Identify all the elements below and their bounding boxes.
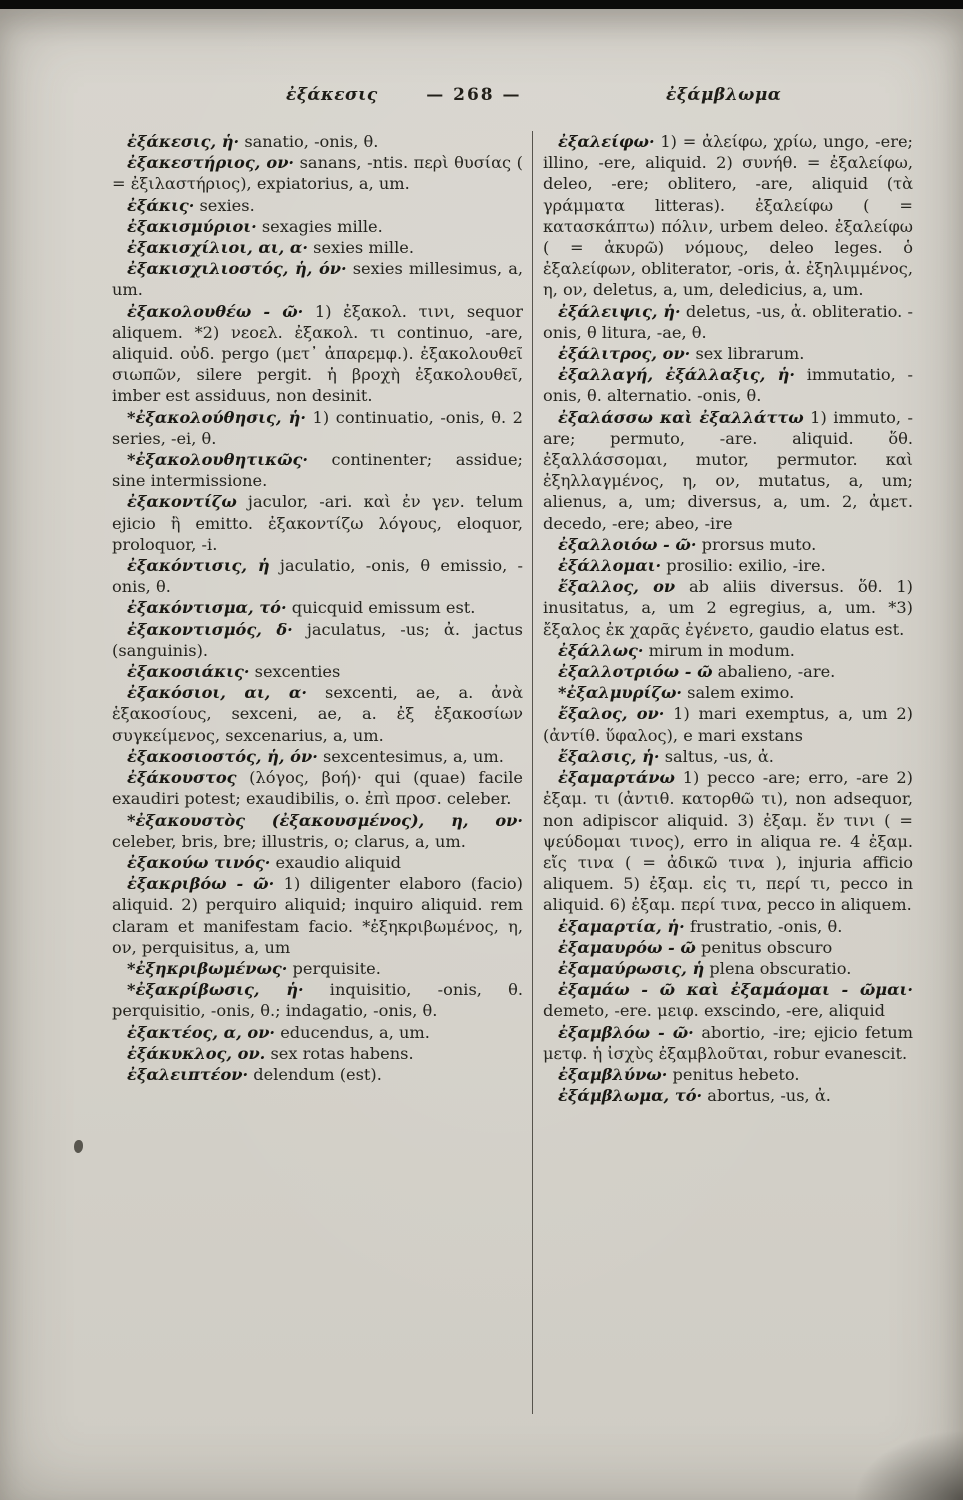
entry-headword: ἐξάμβλωμα, τό· xyxy=(558,1086,703,1106)
dictionary-entry xyxy=(543,131,913,301)
entry-headword: ἐξάκις· xyxy=(127,195,195,215)
dictionary-entry xyxy=(112,152,523,194)
entry-headword: ἐξαλλαγή, ἐξάλλαξις, ἡ· xyxy=(558,365,795,385)
entry-body: sexcenties xyxy=(249,662,341,682)
entry-headword: ἐξακεστήριος, ον· xyxy=(127,153,295,173)
dictionary-entry xyxy=(112,258,523,300)
entry-headword: ἐξαμάω - ῶ καὶ ἐξαμάομαι - ῶμαι· xyxy=(558,980,913,1000)
entry-body: frustratio, -onis, θ. xyxy=(684,916,843,936)
entry-headword: *ἐξακολούθησις, ἡ· xyxy=(127,407,306,427)
dictionary-entry xyxy=(543,916,913,937)
entry-body: mirum in modum. xyxy=(643,640,795,660)
entry-body: salem eximo. xyxy=(682,683,795,703)
entry-headword: ἐξαμαύρωσις, ἡ xyxy=(558,958,705,978)
entry-body: penitus hebeto. xyxy=(667,1064,800,1084)
entry-body: abalieno, -are. xyxy=(712,662,836,682)
dictionary-entry xyxy=(543,301,913,343)
dictionary-entry xyxy=(543,555,913,576)
entry-headword: *ἐξακολουθητικῶς· xyxy=(127,450,308,470)
page-header xyxy=(0,85,963,111)
entry-headword: ἐξαλειπτέον· xyxy=(127,1064,249,1084)
entry-headword: *ἐξακρίβωσις, ἡ· xyxy=(127,980,304,1000)
entry-body: delendum (est). xyxy=(248,1064,382,1084)
dictionary-entry xyxy=(543,682,913,703)
ink-speck xyxy=(74,1140,83,1153)
entry-headword: ἐξακόσιοι, αι, α· xyxy=(127,683,307,703)
entry-body: celeber, bris, bre; illustris, ο; clarus, a, um. xyxy=(112,831,466,851)
entry-headword: ἐξακτέος, α, ον· xyxy=(127,1022,276,1042)
entry-body: 1) ἐξακολ. τινι, sequor aliquem. *2) νεοελ. ἐξακολ. τι continuo, -are, aliquid. οὐδ. pergo (μετ᾽ ἀπαρεμφ.). ἐξακολουθεῖ σιωπῶν, silere pergit. ἡ βροχὴ ἐξακολουθεῖ, imber est assiduus, non desinit. xyxy=(112,301,523,406)
entry-body: sex rotas habens. xyxy=(265,1043,414,1063)
entry-headword: ἐξαμαρτία, ἡ· xyxy=(558,916,685,936)
entry-body: ab aliis diversus. ὅθ. 1) inusitatus, a, um 2 egregius, a, um. *3) ἔξαλος ἐκ χαρᾶς ἐγένετο, gaudio elatus est. xyxy=(543,577,913,639)
right-column xyxy=(532,131,913,1414)
dictionary-entry xyxy=(112,619,523,661)
entry-body: prosilio: exilio, -ire. xyxy=(661,556,826,576)
entry-body: sanatio, -onis, θ. xyxy=(239,132,379,151)
entry-headword: ἐξαμαυρόω - ῶ xyxy=(558,937,696,957)
entry-body: jaculatus, -us; ἀ. jactus (sanguinis). xyxy=(112,619,523,660)
entry-headword: ἐξάλιτρος, ον· xyxy=(558,344,691,364)
dictionary-entry xyxy=(112,597,523,618)
entry-body: exaudio aliquid xyxy=(270,852,402,872)
dictionary-entry xyxy=(112,555,523,597)
entry-headword: ἐξαμβλόω - ῶ· xyxy=(558,1022,694,1042)
dictionary-entry xyxy=(543,343,913,364)
entry-body: sexcenti, ae, a. ἀνὰ ἑξακοσίους, sexceni, ae, a. ἐξ ἑξακοσίων συγκείμενος, sexcenarius, a, um. xyxy=(112,683,523,745)
entry-headword: ἐξακοσιάκις· xyxy=(127,662,250,682)
dictionary-entry xyxy=(112,873,523,958)
header-left-word: ἐξάκεσις xyxy=(286,85,378,105)
two-column-text-block xyxy=(112,131,913,1414)
dictionary-entry xyxy=(543,534,913,555)
dictionary-entry xyxy=(112,661,523,682)
dictionary-entry xyxy=(543,767,913,915)
entry-headword: ἐξαλείφω· xyxy=(558,132,655,151)
scan-corner-shadow xyxy=(853,1430,963,1500)
entry-body: prorsus muto. xyxy=(696,534,817,554)
header-right-word: ἐξάμβλωμα xyxy=(666,85,782,105)
dictionary-entry xyxy=(543,364,913,406)
entry-body: 1) diligenter elaboro (facio) aliquid. 2) perquiro aliquid; inquiro aliquid. rem claram et manifestam facio. *ἐξηκριβωμένος, η, ον, perquisitus, a, um xyxy=(112,874,523,957)
dictionary-entry xyxy=(112,1064,523,1085)
entry-headword: ἐξάλειψις, ἡ· xyxy=(558,301,681,321)
dictionary-entry xyxy=(112,301,523,407)
entry-body: sexies millesimus, a, um. xyxy=(112,259,523,300)
dictionary-entry xyxy=(112,407,523,449)
dictionary-entry xyxy=(543,661,913,682)
entry-headword: ἐξακοντίζω xyxy=(127,492,237,512)
dictionary-entry xyxy=(112,237,523,258)
entry-headword: ἐξακισχίλιοι, αι, α· xyxy=(127,238,309,258)
entry-body: educendus, a, um. xyxy=(275,1022,430,1042)
page-number: — 268 — xyxy=(426,85,522,105)
entry-body: inquisitio, -onis, θ. perquisitio, -onis, θ.; indagatio, -onis, θ. xyxy=(112,980,523,1021)
entry-body: sanans, -ntis. περὶ θυσίας ( = ἐξιλαστήριος), expiatorius, a, um. xyxy=(112,153,523,194)
entry-headword: ἔξαλος, ον· xyxy=(558,704,665,724)
entry-headword: ἐξακισχιλιοστός, ἡ, όν· xyxy=(127,259,347,279)
dictionary-entry xyxy=(112,195,523,216)
entry-body: sex librarum. xyxy=(690,344,805,364)
dictionary-entry xyxy=(112,1022,523,1043)
entry-headword: ἐξακοσιοστός, ἡ, όν· xyxy=(127,746,318,766)
entry-headword: ἐξακούω τινός· xyxy=(127,852,271,872)
entry-body: immutatio, -onis, θ. alternatio. -onis, θ. xyxy=(543,365,913,406)
entry-headword: ἐξαμβλύνω· xyxy=(558,1064,668,1084)
dictionary-entry xyxy=(543,1022,913,1064)
entry-headword: *ἐξαλμυρίζω· xyxy=(558,683,683,703)
dictionary-entry xyxy=(543,937,913,958)
dictionary-entry xyxy=(543,958,913,979)
entry-body: sexies. xyxy=(194,195,255,215)
entry-body: abortio, -ire; ejicio fetum μετφ. ἡ ἰσχὺς ἐξαμβλοῦται, robur evanescit. xyxy=(543,1022,913,1063)
entry-headword: ἐξάκουστος xyxy=(127,768,237,788)
entry-body: sexies mille. xyxy=(308,238,414,258)
dictionary-entry xyxy=(543,1085,913,1106)
entry-body: jaculatio, -onis, θ emissio, -onis, θ. xyxy=(112,556,523,597)
entry-body: perquisite. xyxy=(287,958,381,978)
entry-body: deletus, -us, ἀ. obliteratio. -onis, θ litura, -ae, θ. xyxy=(543,301,913,342)
dictionary-entry xyxy=(112,958,523,979)
entry-body: 1) = ἀλείφω, χρίω, ungo, -ere; illino, -ere, aliquid. 2) συνήθ. = ἐξαλείφω, deleo, -ere; oblitero, -are, aliquid (τὰ γράμματα litteras). ἐξαλείφω ( = κατασκάπτω) πόλιν, urbem deleo. ἐξαλείφω ( = ἀκυρῶ) νόμους, deleo leges. ὁ ἐξαλείφων, obliterator, -oris, ἀ. ἐξηλιμμένος, η, ον, deletus, a, um, deledicius, a, um. xyxy=(543,132,913,300)
entry-body: 1) immuto, -are; permuto, -are. aliquid. ὅθ. ἐξαλλάσσομαι, mutor, permutor. καὶ ἐξηλλαγμένος, η, ον, mutatus, a, um; alienus, a, um; diversus, a, um. 2, ἀμετ. decedo, -ere; abeo, -ire xyxy=(543,407,913,533)
dictionary-entry xyxy=(112,449,523,491)
entry-headword: ἔξαλσις, ἡ· xyxy=(558,746,660,766)
entry-body: jaculor, -ari. καὶ ἐν γεν. telum ejicio ἢ emitto. ἐξακοντίζω λόγους, eloquor, proloquor, -i. xyxy=(112,492,523,554)
entry-body: (λόγος, βοή)· qui (quae) facile exaudiri potest; exaudibilis, ο. ἐπὶ προσ. celeber. xyxy=(112,768,523,809)
entry-body: abortus, -us, ἀ. xyxy=(702,1086,831,1106)
dictionary-entry xyxy=(543,703,913,745)
dictionary-entry xyxy=(112,746,523,767)
paper-sheet xyxy=(0,9,963,1500)
dictionary-entry xyxy=(112,852,523,873)
dictionary-entry xyxy=(543,640,913,661)
dictionary-entry xyxy=(112,810,523,852)
entry-body: penitus obscuro xyxy=(695,937,833,957)
entry-body: 1) pecco -are; erro, -are 2) ἐξαμ. τι (ἀντιθ. κατορθῶ τι), non adsequor, non adipiscor aliquid. 3) ἐξαμ. ἔν τινι ( = ψεύδομαι τινος), erro in aliqua re. 4 ἐξαμ. εἴς τινα ( = ἀδικῶ τινα ), injuria afficio aliquem. 5) ἐξαμ. εἰς τι, περί τι, pecco in aliquid. 6) ἐξαμ. περί τινα, pecco in aliquem. xyxy=(543,768,913,915)
dictionary-entry xyxy=(112,216,523,237)
dictionary-entry xyxy=(543,746,913,767)
dictionary-entry xyxy=(112,491,523,555)
entry-headword: ἐξάκεσις, ἡ· xyxy=(127,132,240,151)
entry-headword: ἐξακριβόω - ῶ· xyxy=(127,874,275,894)
dictionary-entry xyxy=(543,576,913,640)
entry-headword: ἐξαλλοιόω - ῶ· xyxy=(558,534,697,554)
left-column xyxy=(112,131,532,1414)
entry-body: sexagies mille. xyxy=(256,216,383,236)
entry-body: demeto, -ere. μειφ. exscindo, -ere, aliquid xyxy=(543,1001,886,1021)
entry-headword: ἐξακοντισμός, δ· xyxy=(127,619,293,639)
entry-headword: *ἐξακουστὸς (ἐξακουσμένος), η, ον· xyxy=(127,810,523,830)
entry-body: sexcentesimus, a, um. xyxy=(317,746,504,766)
entry-body: continenter; assidue; sine intermissione. xyxy=(112,450,523,491)
entry-headword: ἐξαλλοτριόω - ῶ xyxy=(558,662,713,682)
dictionary-entry xyxy=(112,682,523,746)
entry-headword: ἔξαλλος, ον xyxy=(558,577,676,597)
entry-headword: ἐξάκυκλος, ον. xyxy=(127,1043,266,1063)
dictionary-entry xyxy=(543,1064,913,1085)
dictionary-entry xyxy=(112,131,523,152)
entry-headword: ἐξακισμύριοι· xyxy=(127,216,257,236)
entry-body: 1) mari exemptus, a, um 2) (ἀντίθ. ὕφαλος), e mari exstans xyxy=(543,704,913,745)
dictionary-entry xyxy=(543,407,913,534)
entry-headword: ἐξάλλομαι· xyxy=(558,556,662,576)
dictionary-entry xyxy=(112,979,523,1021)
dictionary-entry xyxy=(112,767,523,809)
entry-headword: *ἐξηκριβωμένως· xyxy=(127,958,288,978)
entry-body: saltus, -us, ἀ. xyxy=(659,746,774,766)
entry-headword: ἐξαλάσσω καὶ ἐξαλλάττω xyxy=(558,407,804,427)
entry-headword: ἐξαμαρτάνω xyxy=(558,768,675,788)
entry-body: quicquid emissum est. xyxy=(286,598,476,618)
entry-body: 1) continuatio, -onis, θ. 2 series, -ei, θ. xyxy=(112,407,523,448)
entry-headword: ἐξακολουθέω - ῶ· xyxy=(127,301,304,321)
dictionary-entry xyxy=(112,1043,523,1064)
entry-headword: ἐξακόντισμα, τό· xyxy=(127,598,287,618)
dictionary-entry xyxy=(543,979,913,1021)
entry-headword: ἐξάλλως· xyxy=(558,640,644,660)
scan-edge-shadow xyxy=(0,0,963,9)
entry-body: plena obscuratio. xyxy=(704,958,852,978)
entry-headword: ἐξακόντισις, ἡ xyxy=(127,556,270,576)
